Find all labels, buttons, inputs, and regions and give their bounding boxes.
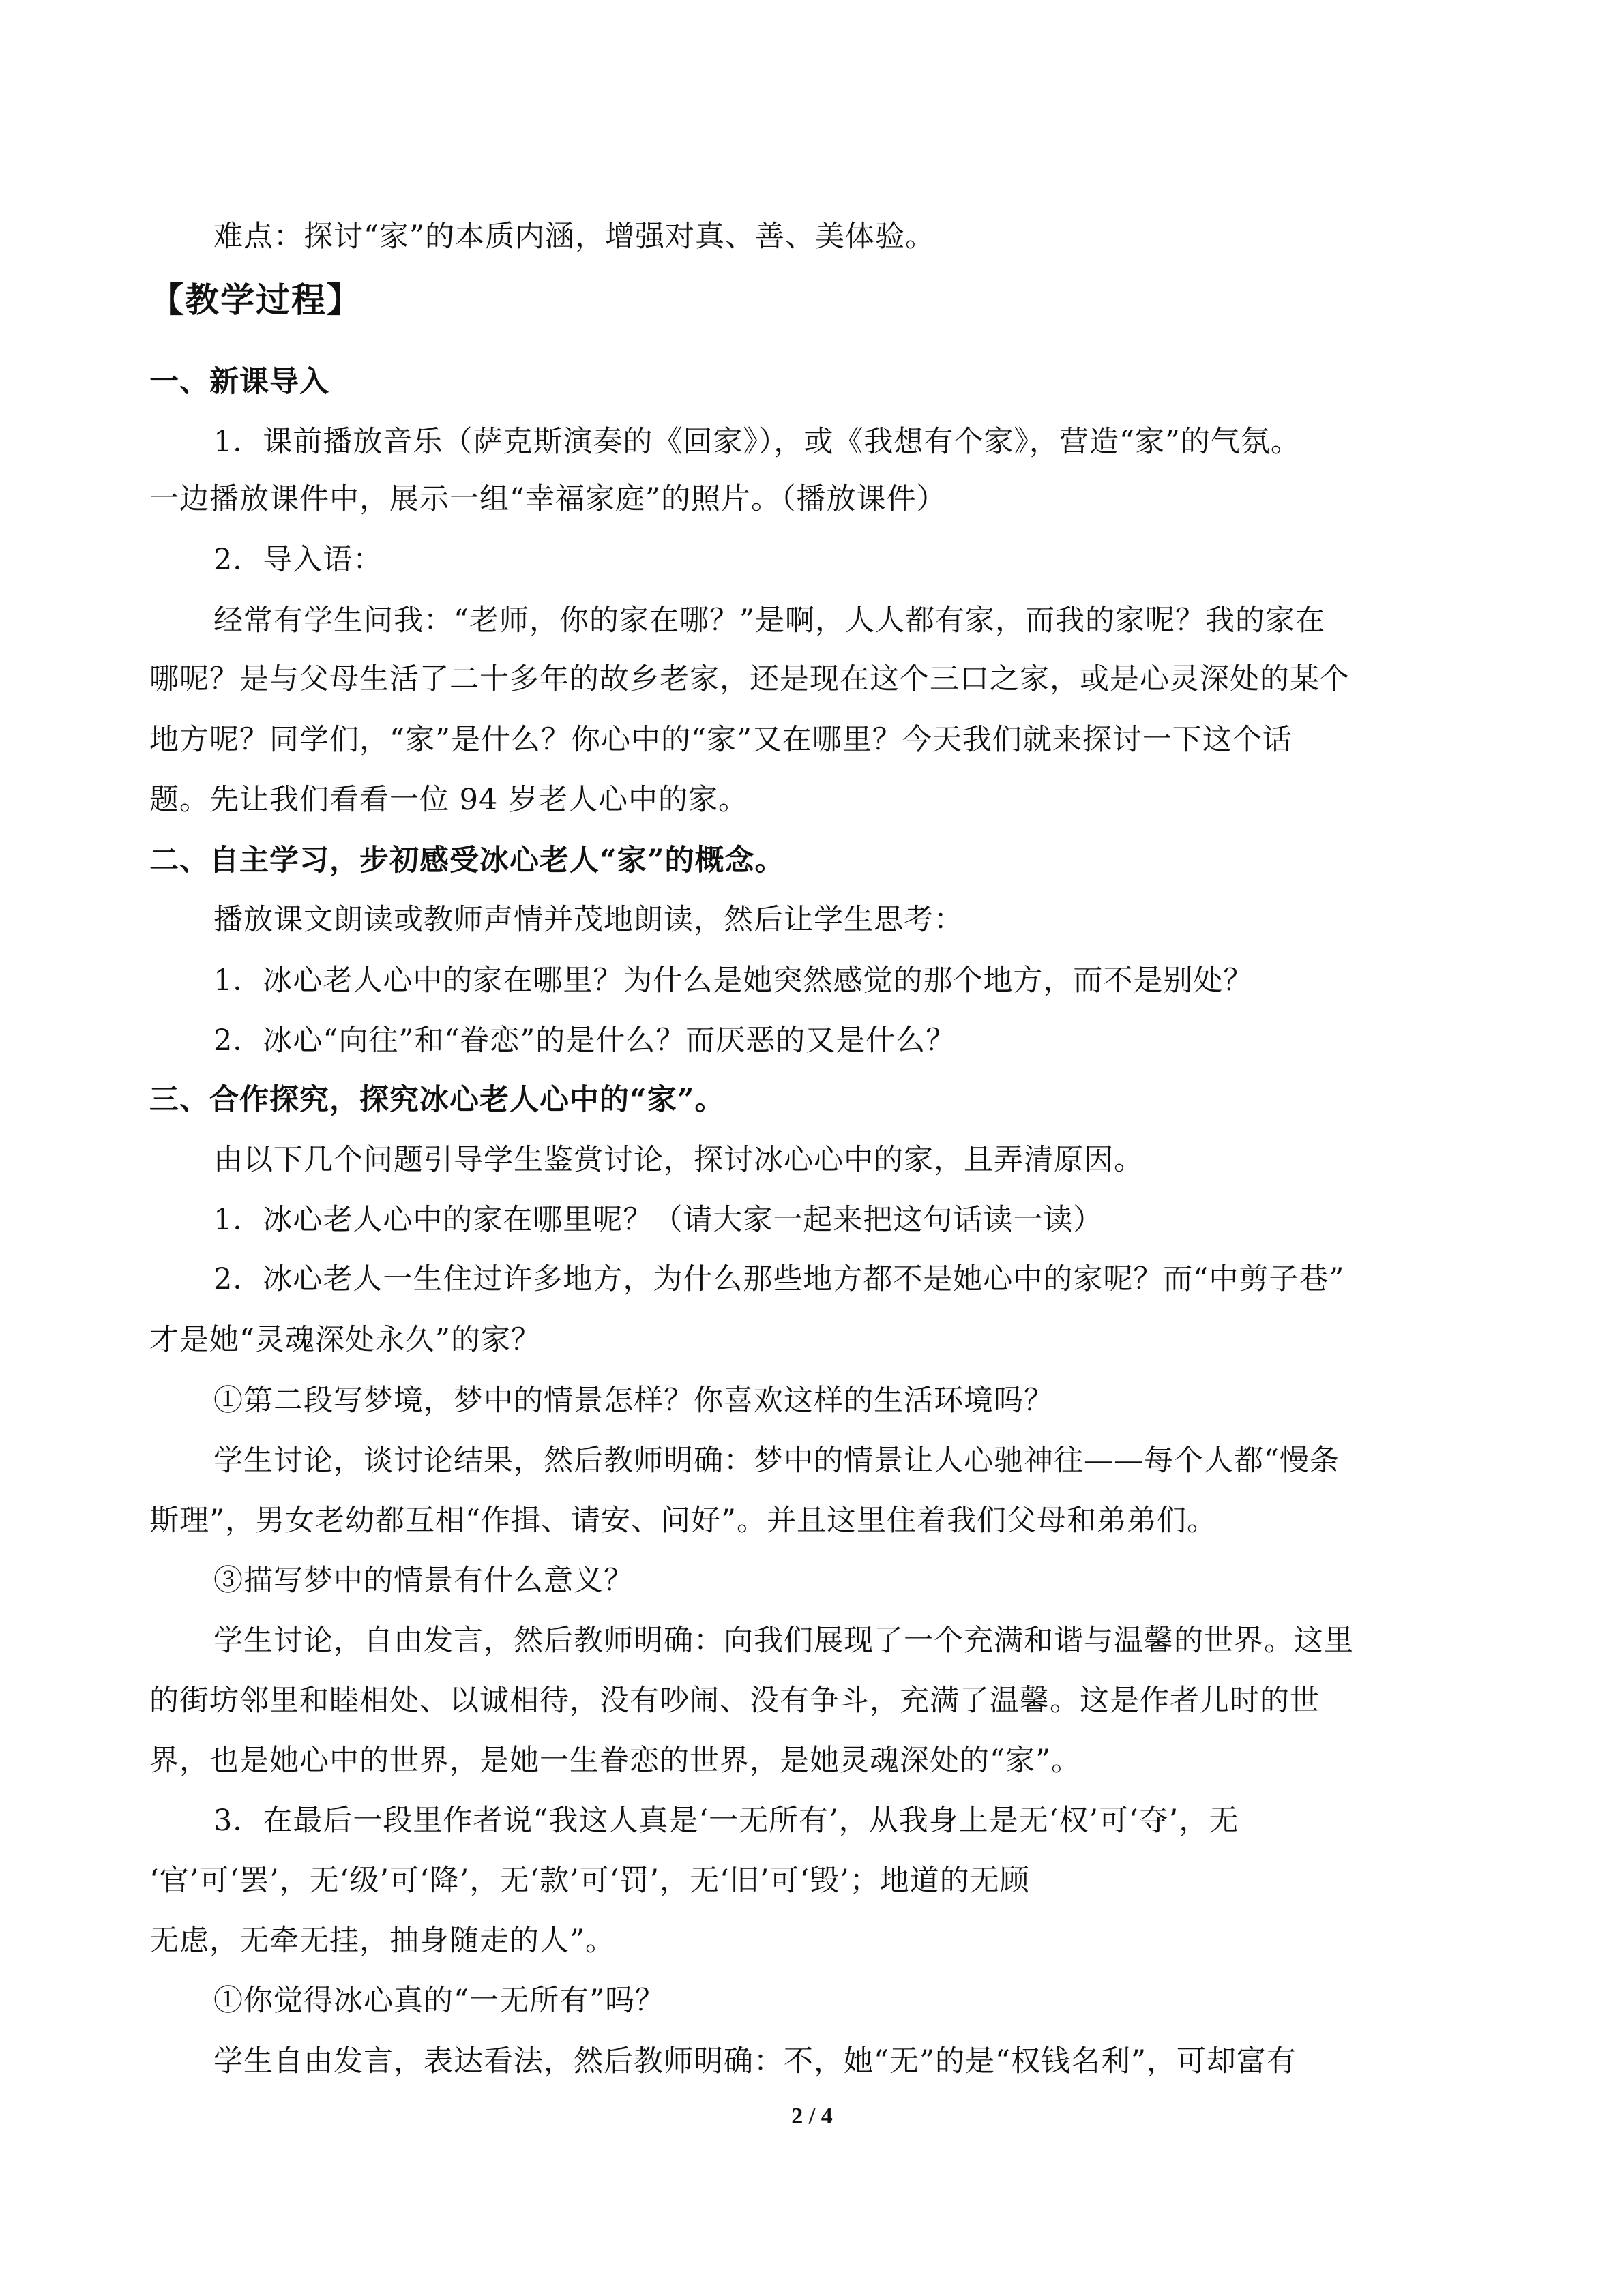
- paragraph-line: 2．冰心“向往”和“眷恋”的是什么？而厌恶的又是什么？: [213, 1024, 956, 1058]
- paragraph-line: 1．课前播放音乐（萨克斯演奏的《回家》），或《我想有个家》，营造“家”的气氛。: [213, 425, 1301, 459]
- paragraph-line: ③描写梦中的情景有什么意义？: [213, 1564, 634, 1598]
- paragraph-line: 3．在最后一段里作者说“我这人真是‘一无所有’，从我身上是无‘权’可‘夺’，无: [213, 1804, 1239, 1838]
- page-number: 2 / 4: [791, 2104, 833, 2129]
- paragraph-line: 2．冰心老人一生住过许多地方，为什么那些地方都不是她心中的家呢？而“中剪子巷”: [213, 1262, 1345, 1296]
- heading-self-study: 二、自主学习，步初感受冰心老人“家”的概念。: [149, 844, 785, 878]
- paragraph-line: 的街坊邻里和睦相处、以诚相待，没有吵闹、没有争斗，充满了温馨。这是作者儿时的世: [149, 1684, 1320, 1718]
- paragraph-line: 由以下几个问题引导学生鉴赏讨论，探讨冰心心中的家，且弄清原因。: [213, 1143, 1144, 1177]
- heading-cooperative-inquiry: 三、合作探究，探究冰心老人心中的“家”。: [149, 1083, 725, 1117]
- paragraph-line: ①第二段写梦境，梦中的情景怎样？你喜欢这样的生活环境吗？: [213, 1384, 1054, 1418]
- paragraph-line: 经常有学生问我：“老师，你的家在哪？”是啊，人人都有家，而我的家呢？我的家在: [213, 603, 1325, 638]
- paragraph-line: 斯理”，男女老幼都互相“作揖、请安、问好”。并且这里住着我们父母和弟弟们。: [149, 1504, 1217, 1538]
- paragraph-line: 题。先让我们看看一位 94 岁老人心中的家。: [149, 783, 749, 817]
- paragraph-line: 一边播放课件中，展示一组“幸福家庭”的照片。（播放课件）: [149, 482, 947, 516]
- paragraph-line: ①你觉得冰心真的“一无所有”吗？: [213, 1984, 665, 2018]
- paragraph-line: 2．导入语：: [213, 543, 383, 577]
- paragraph-line: 学生自由发言，表达看法，然后教师明确：不，她“无”的是“权钱名利”，可却富有: [213, 2044, 1297, 2078]
- section-heading-teaching-process: 【教学过程】: [149, 280, 362, 320]
- paragraph-line: 学生讨论，谈讨论结果，然后教师明确：梦中的情景让人心驰神往——每个人都“慢条: [213, 1444, 1340, 1478]
- paragraph-line: 播放课文朗读或教师声情并茂地朗读，然后让学生思考：: [213, 903, 964, 937]
- paragraph-line: 哪呢？是与父母生活了二十多年的故乡老家，还是现在这个三口之家，或是心灵深处的某个: [149, 662, 1350, 696]
- paragraph-line: 无虑，无牵无挂，抽身随走的人”。: [149, 1924, 615, 1958]
- paragraph-line: 地方呢？同学们，“家”是什么？你心中的“家”又在哪里？今天我们就来探讨一下这个话: [149, 723, 1293, 757]
- difficulty-line: 难点：探讨“家”的本质内涵，增强对真、善、美体验。: [213, 220, 935, 254]
- paragraph-line: 才是她“灵魂深处永久”的家？: [149, 1323, 541, 1357]
- heading-new-lesson-intro: 一、新课导入: [149, 365, 329, 399]
- paragraph-line: 界，也是她心中的世界，是她一生眷恋的世界，是她灵魂深处的“家”。: [149, 1744, 1081, 1778]
- paragraph-line: 1．冰心老人心中的家在哪里？为什么是她突然感觉的那个地方，而不是别处？: [213, 964, 1254, 998]
- paragraph-line: 1．冰心老人心中的家在哪里呢？（请大家一起来把这句话读一读）: [213, 1203, 1104, 1237]
- paragraph-line: 学生讨论，自由发言，然后教师明确：向我们展现了一个充满和谐与温馨的世界。这里: [213, 1624, 1354, 1658]
- paragraph-line: ‘官’可‘罢’，无‘级’可‘降’，无‘款’可‘罚’，无‘旧’可‘毁’；地道的无顾: [149, 1864, 1030, 1898]
